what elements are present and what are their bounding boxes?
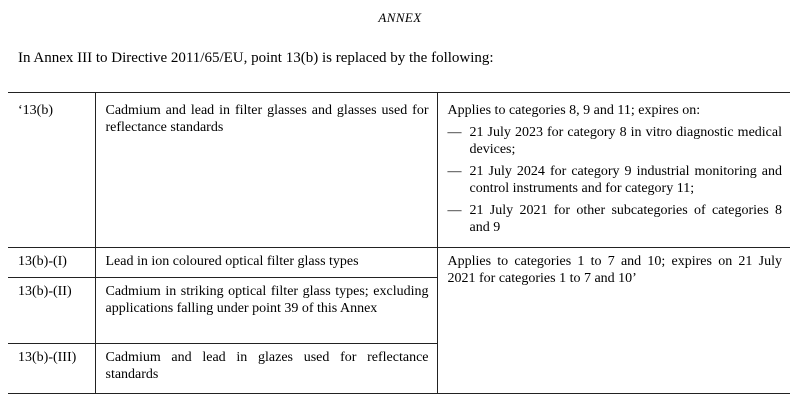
list-item bbox=[448, 202, 783, 236]
em-dash-marker: — bbox=[447, 164, 462, 179]
table-row-13b-I bbox=[8, 248, 790, 278]
list-item bbox=[448, 163, 783, 197]
em-dash-marker: — bbox=[447, 125, 462, 140]
em-dash-marker: — bbox=[447, 203, 462, 218]
entry-id-cell: 13(b)-(I) bbox=[8, 248, 95, 278]
entry-id-cell: ‘13(b) bbox=[18, 103, 53, 118]
annex-heading: ANNEX bbox=[378, 10, 422, 25]
list-item-text: 21 July 2021 for other subcategories of categories 8 and 9 bbox=[469, 203, 782, 235]
substance-cell: Lead in ion coloured optical filter glass types bbox=[95, 248, 437, 278]
entry-id-cell: 13(b)-(II) bbox=[8, 278, 95, 344]
substance-cell: Cadmium in striking optical filter glass types; excluding applications falling under point 39 of this Annex bbox=[95, 278, 437, 344]
scope-cell bbox=[437, 93, 790, 248]
list-item-text: 21 July 2024 for category 9 industrial monitoring and control instruments and for category 11; bbox=[469, 164, 782, 196]
entry-id-cell: 13(b)-(III) bbox=[8, 344, 95, 394]
merged-scope-cell: Applies to categories 1 to 7 and 10; expires on 21 July 2021 for categories 1 to 7 and 10’ bbox=[437, 248, 790, 394]
intro-paragraph: In Annex III to Directive 2011/65/EU, point 13(b) is replaced by the following: bbox=[18, 50, 494, 66]
table-row-13b bbox=[8, 93, 790, 248]
list-item bbox=[448, 124, 783, 158]
substance-cell: Cadmium and lead in filter glasses and glasses used for reflectance standards bbox=[95, 93, 437, 248]
scope-intro-text: Applies to categories 8, 9 and 11; expires on: bbox=[447, 103, 701, 118]
annex-table bbox=[8, 92, 790, 394]
substance-cell: Cadmium and lead in glazes used for reflectance standards bbox=[95, 344, 437, 394]
list-item-text: 21 July 2023 for category 8 in vitro diagnostic medical devices; bbox=[469, 125, 782, 157]
